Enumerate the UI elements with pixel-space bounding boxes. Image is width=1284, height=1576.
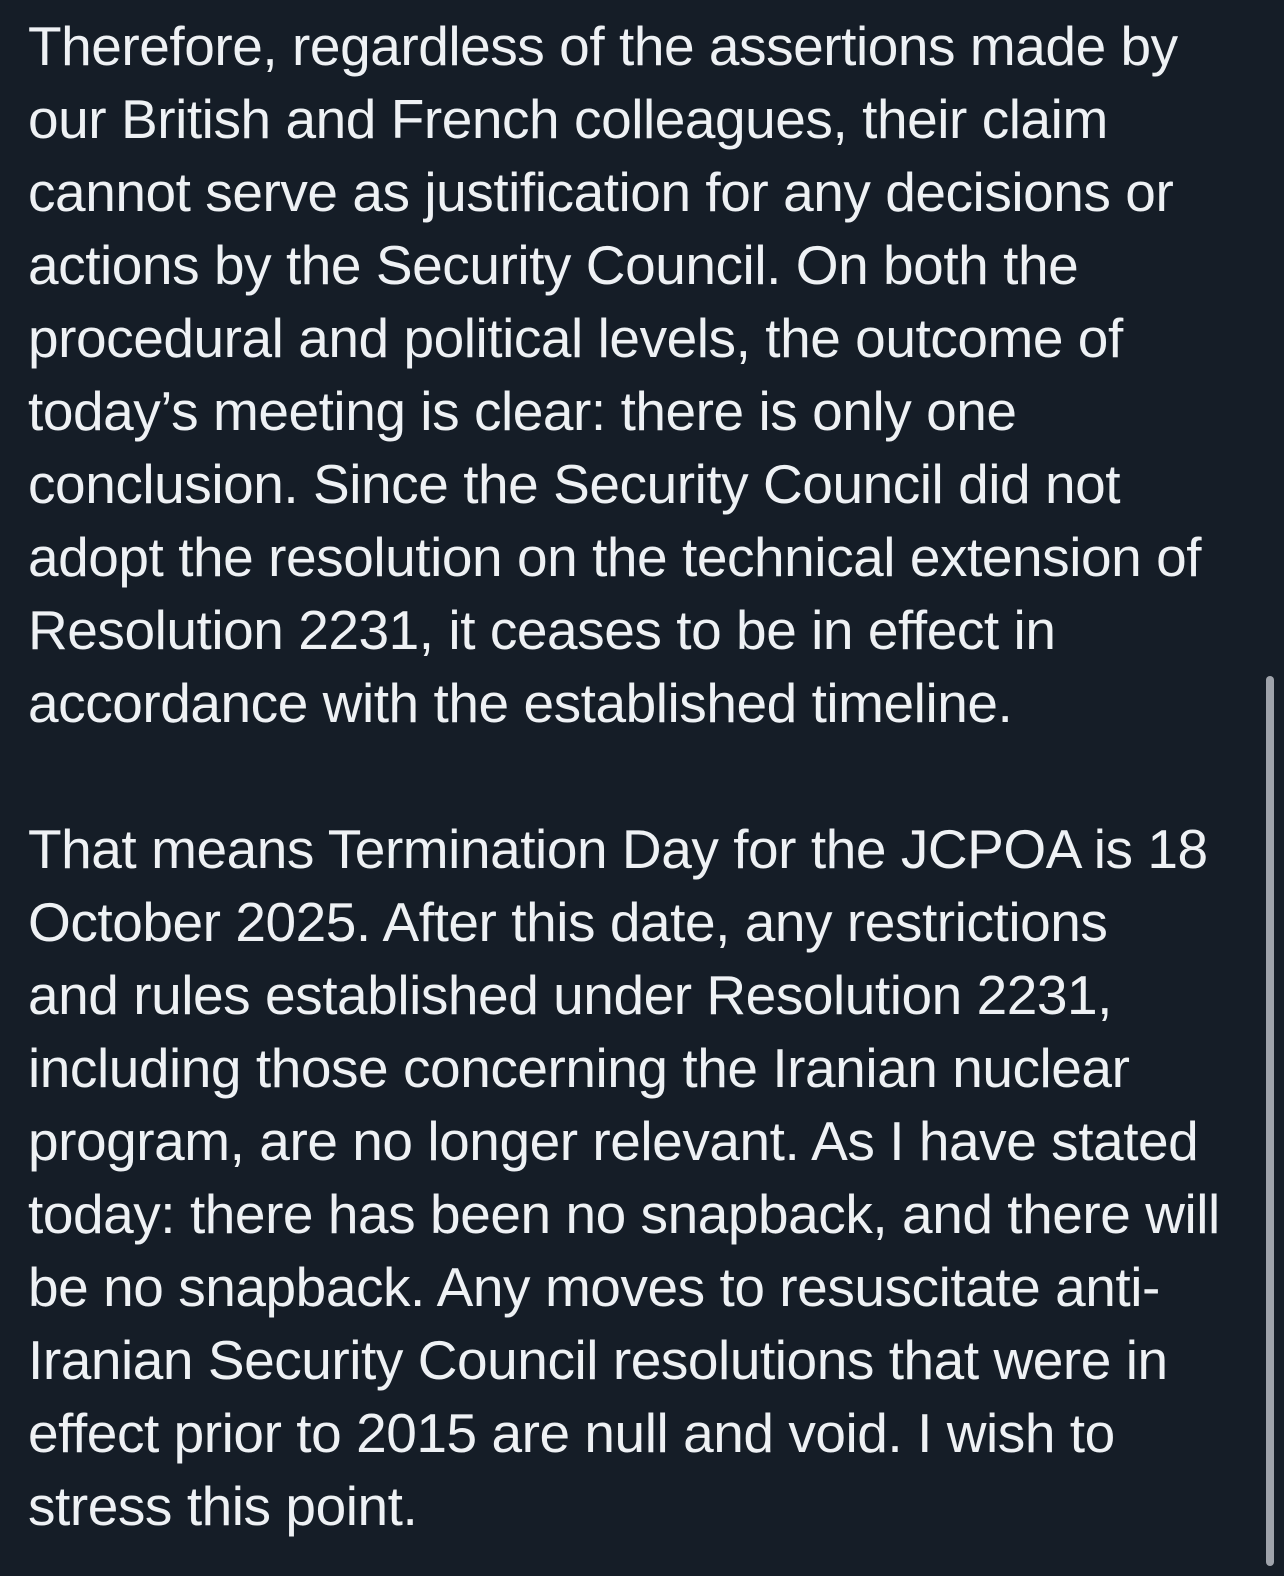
vertical-scrollbar[interactable]: [1262, 0, 1284, 1576]
text-line: adopt the resolution on the technical extension of: [28, 526, 1202, 588]
text-line: today’s meeting is clear: there is only one: [28, 380, 1017, 442]
text-line: and rules established under Resolution 2231,: [28, 964, 1113, 1026]
text-line: procedural and political levels, the outcome of: [28, 307, 1123, 369]
text-line: today: there has been no snapback, and there will: [28, 1183, 1220, 1245]
text-line: program, are no longer relevant. As I have stated: [28, 1110, 1199, 1172]
post-body: [28, 10, 1256, 1543]
text-line: cannot serve as justification for any decisions or: [28, 161, 1174, 223]
text-line: be no snapback. Any moves to resuscitate anti-: [28, 1256, 1160, 1318]
text-line: stress this point.: [28, 1475, 418, 1537]
text-line: Iranian Security Council resolutions that were in: [28, 1329, 1168, 1391]
text-line: Therefore, regardless of the assertions made by: [28, 15, 1178, 77]
text-line: That means Termination Day for the JCPOA is 18: [28, 818, 1208, 880]
text-line: accordance with the established timeline.: [28, 672, 1013, 734]
scrollbar-thumb[interactable]: [1266, 676, 1274, 1566]
text-line: conclusion. Since the Security Council did not: [28, 453, 1121, 515]
text-line: effect prior to 2015 are null and void. I wish to: [28, 1402, 1115, 1464]
text-line: our British and French colleagues, their claim: [28, 88, 1108, 150]
paragraph-1: [28, 10, 1256, 740]
text-line: actions by the Security Council. On both the: [28, 234, 1079, 296]
paragraph-2: [28, 813, 1256, 1543]
text-line: October 2025. After this date, any restrictions: [28, 891, 1108, 953]
text-line: Resolution 2231, it ceases to be in effect in: [28, 599, 1056, 661]
text-line: including those concerning the Iranian nuclear: [28, 1037, 1130, 1099]
